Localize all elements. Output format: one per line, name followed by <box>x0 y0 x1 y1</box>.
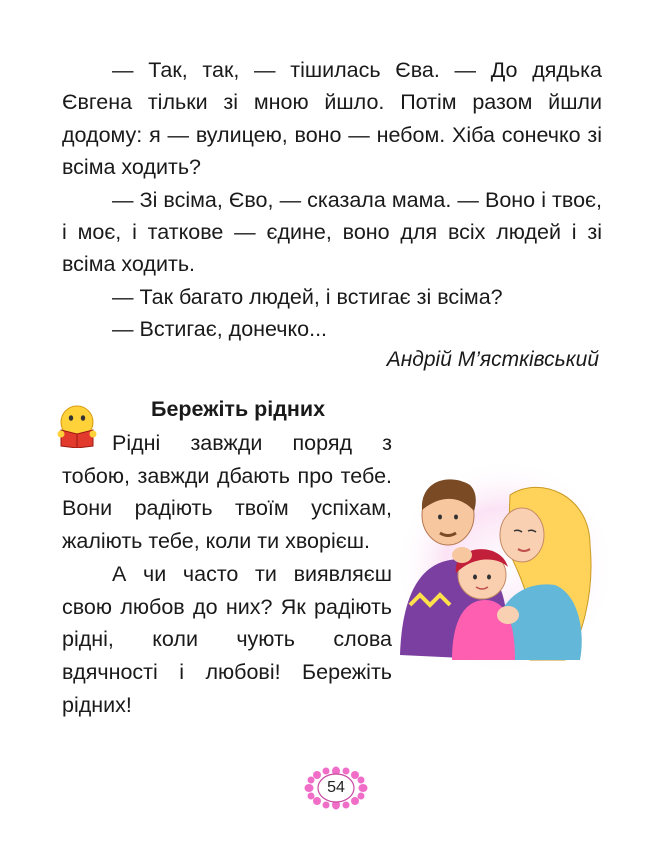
section-text <box>62 427 392 721</box>
page-number-badge <box>304 766 368 810</box>
author-name: Андрій М’ястківський <box>386 348 599 371</box>
section-paragraph-2: А чи часто ти виявляєш свою любов до них? Як радіють рідні, коли чують слова вдячності і любові! Бережіть рідних! <box>62 561 392 717</box>
story-text <box>62 54 602 346</box>
story-paragraph-3: — Так багато людей, і встигає зі всіма? <box>112 284 503 309</box>
story-paragraph-4: — Встигає, донечко... <box>112 317 328 342</box>
section-paragraph-1: Рідні завжди поряд з тобою, завжди дбають про тебе. Вони радіють твоїм успіхам, жаліють тебе, коли ти хворієш. <box>62 431 392 554</box>
story-paragraph-2: — Зі всіма, Єво, — сказала мама. — Воно і твоє, і моє, і таткове — єдине, воно для всіх людей і зі всіма ходить. <box>62 187 602 277</box>
story-paragraph-1: — Так, так, — тішилась Єва. — До дядька Євгена тільки зі мною йшло. Потім разом йшли додому: я — вулицею, воно — небом. Хіба сонечко зі всіма ходить? <box>62 58 602 180</box>
family-illustration <box>390 455 615 675</box>
section-title: Бережіть рідних <box>151 397 326 421</box>
page-number: 54 <box>327 779 345 796</box>
